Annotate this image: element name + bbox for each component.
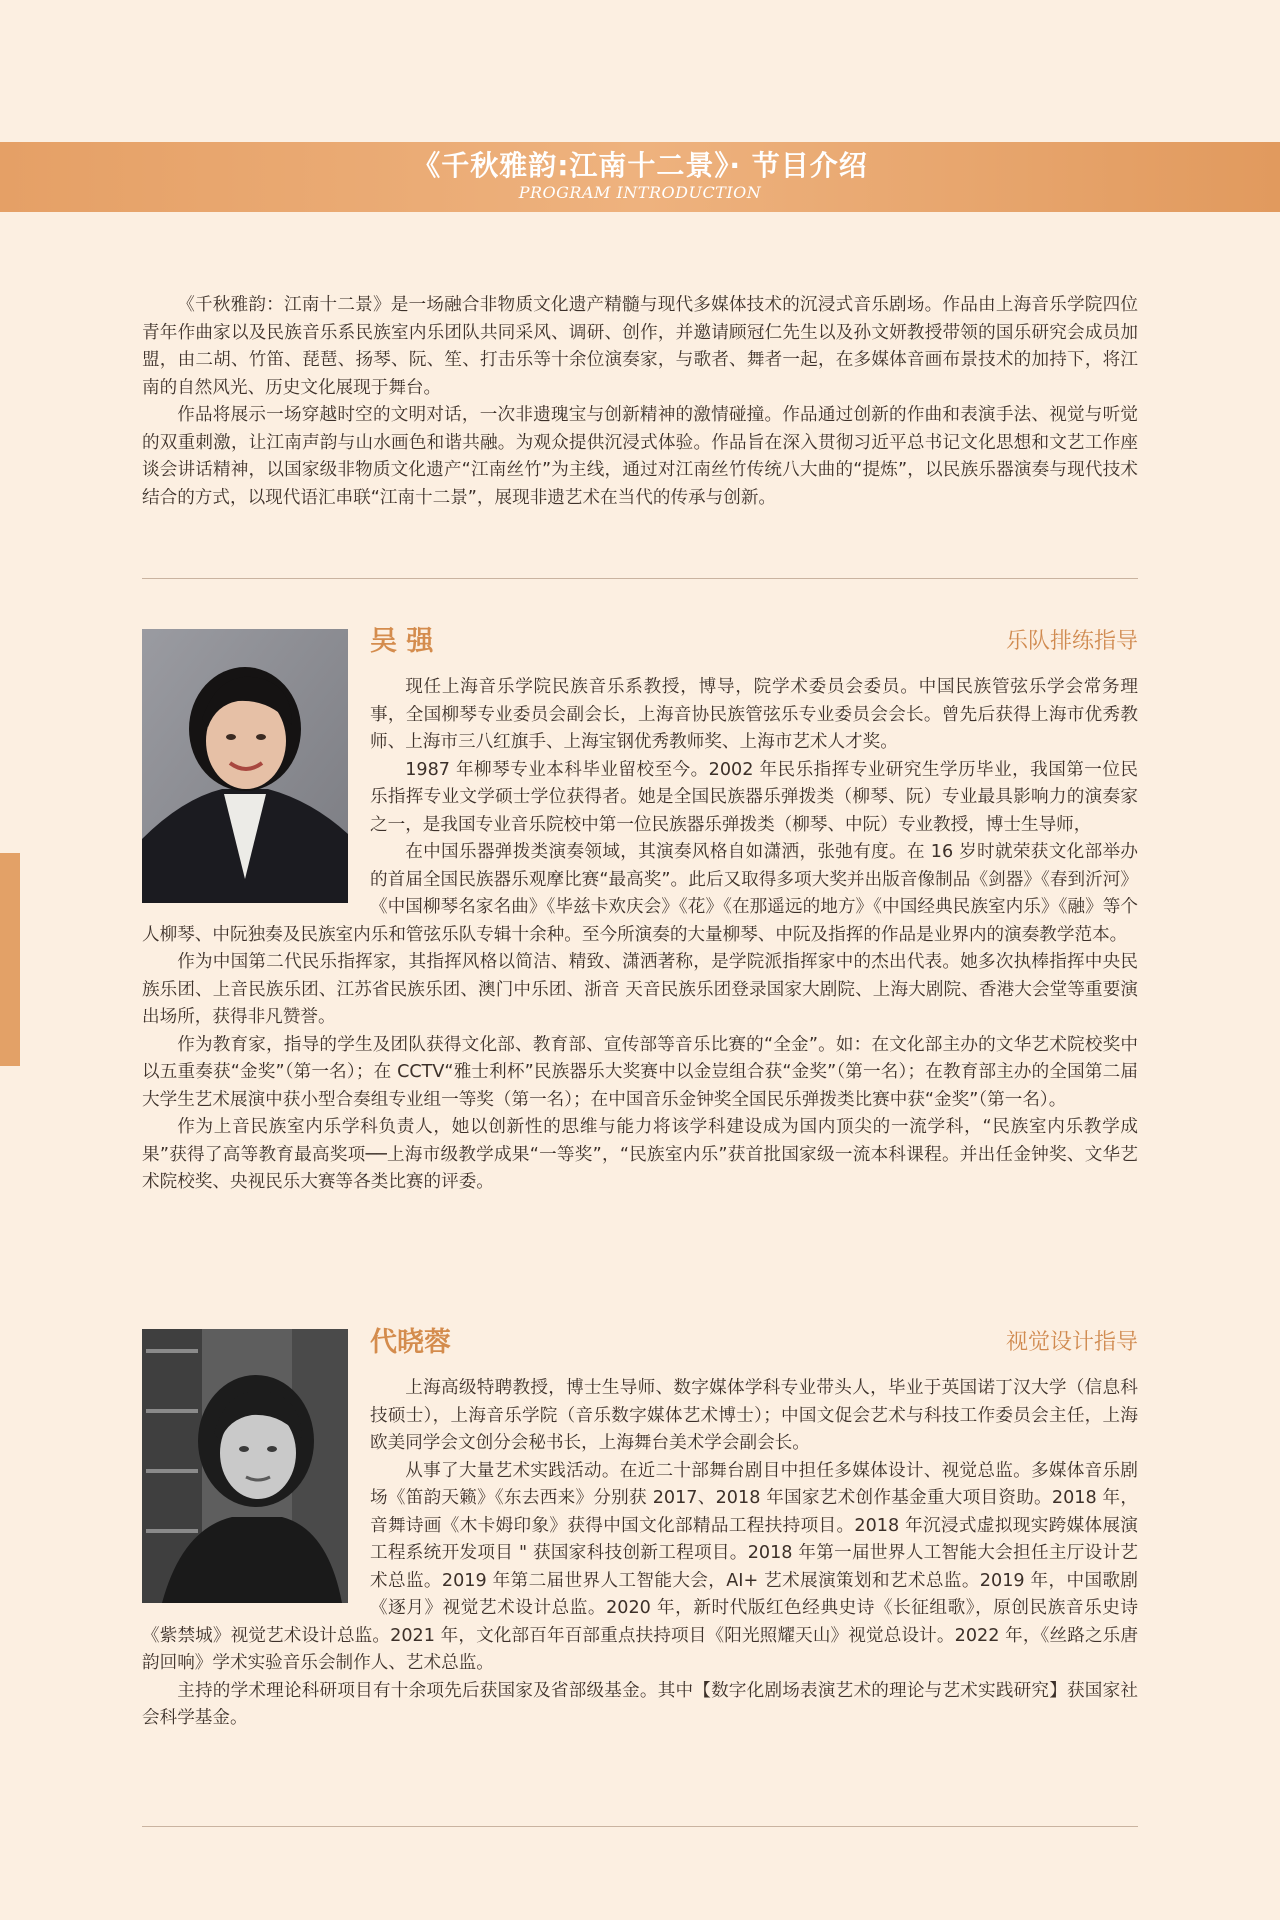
- intro-paragraph: 《千秋雅韵：江南十二景》是一场融合非物质文化遗产精髓与现代多媒体技术的沉浸式音乐剧场。作品由上海音乐学院四位青年作曲家以及民族音乐系民族室内乐团队共同采风、调研、创作，并邀请顾冠仁先生以及孙文妍教授带领的国乐研究会成员加盟，由二胡、竹笛、琵琶、扬琴、阮、笙、打击乐等十余位演奏家，与歌者、舞者一起，在多媒体音画布景技术的加持下，将江南的自然风光、历史文化展现于舞台。: [142, 295, 1138, 398]
- page-title: 《千秋雅韵:江南十二景》· 节目介绍: [412, 149, 868, 182]
- bio-header: [370, 622, 1138, 674]
- bio-paragraph: 从事了大量艺术实践活动。在近二十部舞台剧目中担任多媒体设计、视觉总监。多媒体音乐剧场《笛韵天籁》《东去西来》分别获 2017、2018 年国家艺术创作基金重大项目资助。2018 年，音舞诗画《木卡姆印象》获得中国文化部精品工程扶持项目。2018 年沉浸式虚拟现实跨媒体展演工程系统开发项目 " 获国家科技创新工程项目。2018 年第一届世界人工智能大会担任主厅设计艺术总监。2019 年第二届世界人工智能大会，AI+ 艺术展演策划和艺术总监。2019 年，中国歌剧《逐月》视觉艺术设计总监。2020 年，新时代版红色经典史诗《长征组歌》，原创民族音乐史诗《紫禁城》视觉艺术设计总监。2021 年，文化部百年百部重点扶持项目《阳光照耀天山》视觉总设计。2022 年，《丝路之乐唐韵回响》学术实验音乐会制作人、艺术总监。: [142, 1460, 1138, 1673]
- person-role: 乐队排练指导: [1005, 629, 1138, 654]
- bio-text: [142, 674, 1138, 1197]
- bio-paragraph: 上海高级特聘教授，博士生导师、数字媒体学科专业带头人，毕业于英国诺丁汉大学（信息科技硕士），上海音乐学院（音乐数字媒体艺术博士）；中国文促会艺术与科技工作委员会主任，上海欧美同学会文创分会秘书长，上海舞台美术学会副会长。: [370, 1378, 1138, 1453]
- person-name: 吴 强: [370, 626, 434, 657]
- bio-header: [370, 1323, 1138, 1375]
- bio-section-wu-qiang: [142, 622, 1138, 1197]
- bio-paragraph: 主持的学术理论科研项目有十余项先后获国家及省部级基金。其中【数字化剧场表演艺术的理论与艺术实践研究】获国家社会科学基金。: [142, 1680, 1138, 1728]
- bio-paragraph: 作为中国第二代民乐指挥家，其指挥风格以简洁、精致、潇洒著称，是学院派指挥家中的杰出代表。她多次执棒指挥中央民族乐团、上音民族乐团、江苏省民族乐团、澳门中乐团、浙音 天音民族乐团登录国家大剧院、上海大剧院、香港大会堂等重要演出场所，获得非凡赞誉。: [142, 952, 1138, 1027]
- bio-paragraph: 作为上音民族室内乐学科负责人，她以创新性的思维与能力将该学科建设成为国内顶尖的一流学科，“民族室内乐教学成果”获得了高等教育最高奖项──上海市级教学成果“一等奖”，“民族室内乐”获首批国家级一流本科课程。并出任金钟奖、文华艺术院校奖、央视民乐大赛等各类比赛的评委。: [142, 1117, 1138, 1192]
- side-accent-tab: [0, 853, 20, 1066]
- bio-paragraph: 1987 年柳琴专业本科毕业留校至今。2002 年民乐指挥专业研究生学历毕业，我国第一位民乐指挥专业文学硕士学位获得者。她是全国民族器乐弹拨类（柳琴、阮）专业最具影响力的演奏家之一，是我国专业音乐院校中第一位民族器乐弹拨类（柳琴、中阮）专业教授，博士生导师，: [370, 759, 1138, 835]
- intro-paragraph: 作品将展示一场穿越时空的文明对话，一次非遗瑰宝与创新精神的激情碰撞。作品通过创新的作曲和表演手法、视觉与听觉的双重刺激，让江南声韵与山水画色和谐共融。为观众提供沉浸式体验。作品旨在深入贯彻习近平总书记文化思想和文艺工作座谈会讲话精神，以国家级非物质文化遗产“江南丝竹”为主线，通过对江南丝竹传统八大曲的“提炼”，以民族乐器演奏与现代技术结合的方式，以现代语汇串联“江南十二景”，展现非遗艺术在当代的传承与创新。: [142, 405, 1138, 508]
- bio-paragraph: 在中国乐器弹拨类演奏领域，其演奏风格自如潇洒，张弛有度。在 16 岁时就荣获文化部举办的首届全国民族器乐观摩比赛“最高奖”。此后又取得多项大奖并出版音像制品《剑器》《春到沂河》《中国柳琴名家名曲》《毕兹卡欢庆会》《花》《在那遥远的地方》《中国经典民族室内乐》《融》等个人柳琴、中阮独奏及民族室内乐和管弦乐队专辑十余种。至今所演奏的大量柳琴、中阮及指挥的作品是业界内的演奏教学范本。: [142, 842, 1138, 945]
- page-subtitle: PROGRAM INTRODUCTION: [518, 183, 762, 202]
- intro-section: [142, 292, 1138, 512]
- bio-paragraph: 作为教育家，指导的学生及团队获得文化部、教育部、宣传部等音乐比赛的“全金”。如：在文化部主办的文华艺术院校奖中以五重奏获“金奖”（第一名）；在 CCTV“雅士利杯”民族器乐大奖赛中以金豈组合获“金奖”（第一名）；在教育部主办的全国第二届大学生艺术展演中获小型合奏组专业组一等奖（第一名）；在中国音乐金钟奖全国民乐弹拨类比赛中获“金奖”（第一名）。: [142, 1034, 1138, 1110]
- person-name: 代晓蓉: [370, 1327, 451, 1358]
- section-divider: [142, 578, 1138, 579]
- bio-paragraph: 现任上海音乐学院民族音乐系教授，博导，院学术委员会委员。中国民族管弦乐学会常务理事，全国柳琴专业委员会副会长，上海音协民族管弦乐专业委员会会长。曾先后获得上海市优秀教师、上海市三八红旗手、上海宝钢优秀教师奖、上海市艺术人才奖。: [370, 677, 1138, 752]
- bio-text: [142, 1375, 1138, 1733]
- section-divider: [142, 1826, 1138, 1827]
- person-role: 视觉设计指导: [1005, 1330, 1138, 1355]
- header-banner: [0, 142, 1280, 212]
- bio-section-dai-xiaorong: [142, 1323, 1138, 1733]
